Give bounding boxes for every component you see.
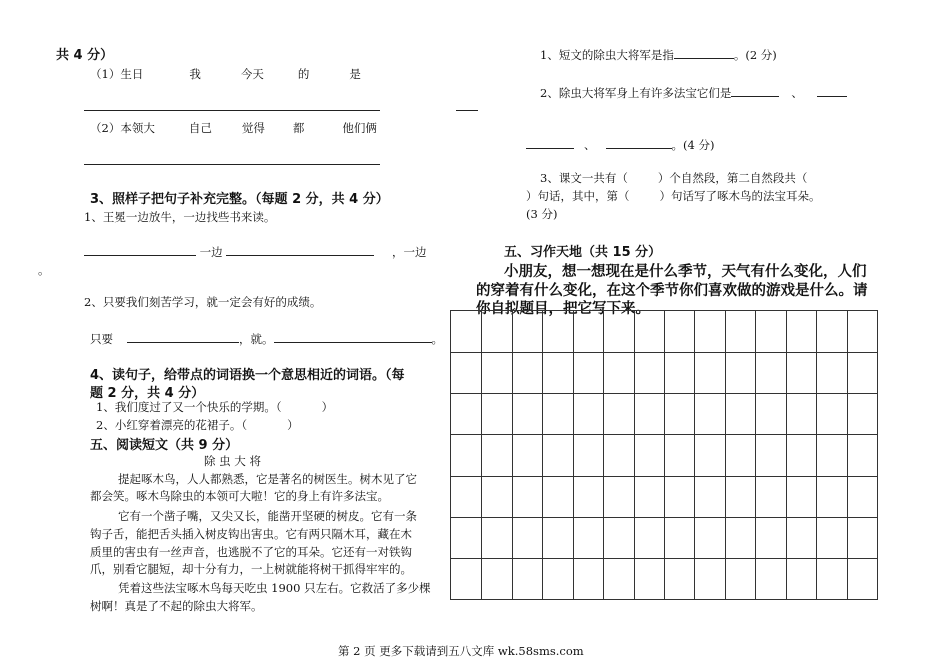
word: 今天 xyxy=(240,67,264,81)
passage-line: 它有一个凿子嘴，又尖又长，能凿开坚硬的树皮。它有一条 xyxy=(118,509,417,523)
paren: ） xyxy=(287,418,299,432)
q4-heading-line2: 题 2 分，共 4 分） xyxy=(90,386,205,401)
grid-col-line xyxy=(694,311,695,599)
question-text: 1、短文的除虫大将军是指 xyxy=(540,48,674,62)
sentence-text: 1、我们度过了又一个快乐的学期。（ xyxy=(96,400,282,414)
blank[interactable] xyxy=(606,136,672,149)
writing-heading: 五、习作天地（共 15 分） xyxy=(504,245,662,260)
reading-q3-line2 xyxy=(526,188,821,204)
grid-row-line xyxy=(451,393,877,394)
answer-line[interactable] xyxy=(84,164,380,165)
q3-fill-2 xyxy=(90,330,443,347)
word: 他们俩 xyxy=(342,121,377,135)
word: 是 xyxy=(349,67,361,81)
word: 自己 xyxy=(188,121,212,135)
blank[interactable] xyxy=(731,84,779,97)
passage-line: 树啊！真是了不起的除虫大将军。 xyxy=(90,599,263,613)
grid-col-line xyxy=(786,311,787,599)
blank[interactable] xyxy=(456,110,478,111)
separator: 、 xyxy=(791,86,803,100)
grid-col-line xyxy=(512,311,513,599)
blank[interactable] xyxy=(817,84,847,97)
passage-line: 提起啄木鸟，人人都熟悉，它是著名的树医生。树木见了它 xyxy=(118,472,417,486)
q3-period: 。 xyxy=(38,263,50,277)
answer-line[interactable] xyxy=(84,110,380,111)
word: 的 xyxy=(297,67,310,81)
reading-q2 xyxy=(540,84,847,101)
word-set-1 xyxy=(90,66,361,82)
reading-q1 xyxy=(540,46,777,63)
grid-row-line xyxy=(451,558,877,559)
passage-title: 除 虫 大 将 xyxy=(204,454,261,468)
blank[interactable] xyxy=(127,330,239,343)
q4-sentence-1 xyxy=(96,399,333,415)
paren: ） xyxy=(321,400,334,414)
word-set-2 xyxy=(90,120,377,136)
passage-line: 爪，别看它腿短，却十分有力，一上树就能将树干抓得牢牢的。 xyxy=(90,562,412,576)
question-text: ）个自然段，第二自然段共（ xyxy=(657,171,808,185)
reading-q3-line1 xyxy=(540,170,807,186)
q4-sentence-2 xyxy=(96,417,299,433)
word: 都 xyxy=(292,121,305,135)
grid-col-line xyxy=(847,311,848,599)
sentence-text: 2、小红穿着漂亮的花裙子。（ xyxy=(96,418,248,432)
grid-row-line xyxy=(451,352,877,353)
word: 觉得 xyxy=(241,121,265,135)
connector-text: 一边 xyxy=(199,245,223,259)
question-text: ）句话写了啄木鸟的法宝耳朵。 xyxy=(659,189,821,203)
grid-row-line xyxy=(451,517,877,518)
question-text: 2、除虫大将军身上有许多法宝它们是 xyxy=(540,86,732,100)
writing-prompt-line1: 小朋友，想一想现在是什么季节，天气有什么变化，人们 xyxy=(504,264,867,280)
connector-text: ，就。 xyxy=(239,332,274,346)
grid-row-line xyxy=(451,476,877,477)
q3-example-2: 2、只要我们刻苦学习，就一定会有好的成绩。 xyxy=(84,295,322,309)
grid-col-line xyxy=(481,311,482,599)
writing-grid[interactable] xyxy=(450,310,878,600)
q4-heading-line1: 4、读句子，给带点的词语换一个意思相近的词语。（每 xyxy=(90,368,405,383)
question-text: 3、课文一共有（ xyxy=(540,171,628,185)
blank[interactable] xyxy=(526,136,574,149)
grid-col-line xyxy=(603,311,604,599)
blank[interactable] xyxy=(674,46,734,59)
blank[interactable] xyxy=(226,243,374,256)
blank[interactable] xyxy=(84,243,196,256)
word-set-1-label: （1）生日 xyxy=(90,67,144,81)
q3-example-1: 1、王冕一边放牛，一边找些书来读。 xyxy=(84,210,276,224)
grid-col-line xyxy=(573,311,574,599)
word-set-2-label: （2）本领大 xyxy=(90,121,155,135)
grid-row-line xyxy=(451,434,877,435)
passage-line: 凭着这些法宝啄木鸟每天吃虫 1900 只左右。它救活了多少棵 xyxy=(118,581,431,595)
passage-line: 质里的害虫有一丝声音，也逃脱不了它的耳朵。它还有一对铁钩 xyxy=(90,545,412,559)
reading-q3-score: (3 分) xyxy=(526,207,558,221)
passage-line: 钩子舌，能把舌头插入树皮钩出害虫。它有两只隔木耳，藏在木 xyxy=(90,527,412,541)
q3-heading: 3、照样子把句子补充完整。（每题 2 分，共 4 分） xyxy=(90,192,389,207)
page-footer: 第 2 页 更多下载请到五八文库 wk.58sms.com xyxy=(338,644,584,658)
reading-q2-cont xyxy=(526,136,714,153)
word: 我 xyxy=(189,67,201,81)
blank[interactable] xyxy=(274,330,432,343)
connector-text: ，一边 xyxy=(391,245,427,259)
q2-score-tail: 共 4 分） xyxy=(56,48,114,63)
grid-col-line xyxy=(634,311,635,599)
grid-col-line xyxy=(664,311,665,599)
passage-line: 都会笑。啄木鸟除虫的本领可大啦！它的身上有许多法宝。 xyxy=(90,489,389,503)
grid-col-line xyxy=(542,311,543,599)
grid-col-line xyxy=(725,311,726,599)
q5-heading: 五、阅读短文（共 9 分） xyxy=(90,438,239,453)
connector-text: 只要 xyxy=(90,332,113,346)
writing-prompt-line3: 你自拟题目，把它写下来。 xyxy=(476,301,650,317)
score: 。(2 分) xyxy=(733,48,777,62)
writing-prompt-line2: 的穿着有什么变化，在这个季节你们喜欢做的游戏是什么。请 xyxy=(476,283,868,299)
score: 。(4 分) xyxy=(671,138,715,152)
separator: 、 xyxy=(584,138,596,152)
q3-fill-1 xyxy=(84,243,426,260)
grid-col-line xyxy=(755,311,756,599)
grid-col-line xyxy=(816,311,817,599)
question-text: ）句话，其中，第（ xyxy=(526,189,630,203)
period: 。 xyxy=(431,332,443,346)
